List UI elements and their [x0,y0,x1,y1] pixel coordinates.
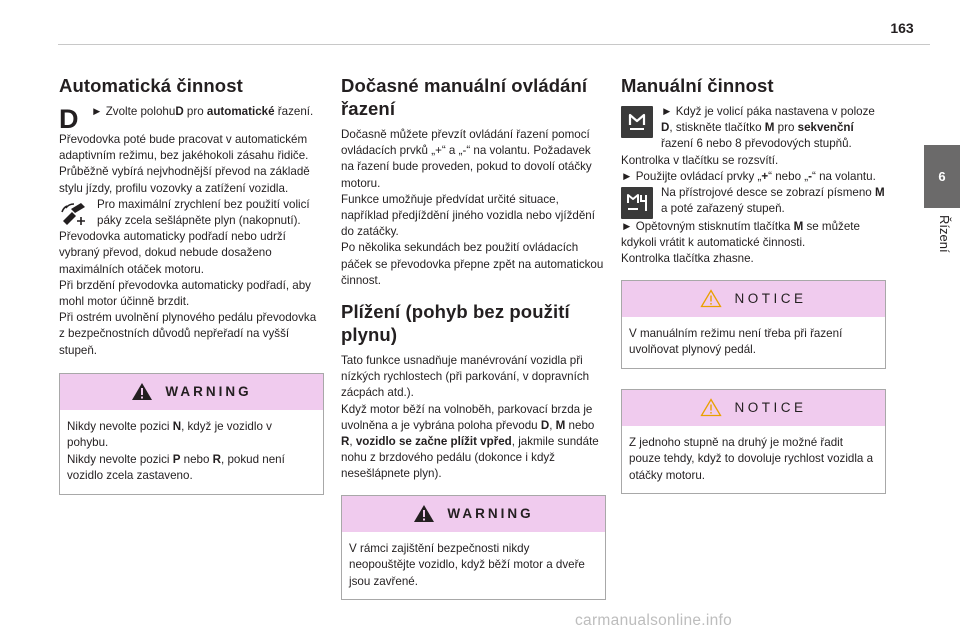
notice-title: NOTICE [734,399,807,415]
notice-header [622,281,885,317]
accelerator-pedal-icon [59,199,89,229]
section-title-manual: Manuální činnost [621,75,774,96]
warning-line-p-r: Nikdy nevolte pozici P nebo R, pokud není vozidlo zcela zastaveno. [67,452,285,483]
warning-outline-icon [700,398,722,417]
notice-box-2 [621,389,886,495]
column-temporary-manual [341,74,606,600]
header-divider [58,44,930,45]
paragraph-creep-conditions: Když motor běží na volnoběh, parkovací brzda je uvolněna a je vybrána poloha převodu D, M nebo R, vozidlo se začne plížit vpřed, jakmile sundáte nohu z brzdového pedálu (dokonce i když nesešlápnete plyn). [341,402,599,481]
paragraph-release-pedal: Při ostrém uvolnění plynového pedálu převodovka z bezpečnostních důvodů nepřeřadí na vyšší stupeň. [59,311,317,357]
paragraph-select-d: ► Zvolte polohuD pro automatické řazení. [91,105,314,118]
chapter-label: Řízení [937,215,952,253]
paragraph-kickdown: Pro maximální zrychlení bez použití volicí páky zcela sešlápněte plyn (nakopnutí). [97,197,310,228]
warning-title: WARNING [165,383,252,399]
warning-title: WARNING [447,505,534,521]
gear-d-icon: D [59,104,79,134]
paragraph-use-paddles: ► Použijte ovládací prvky „+“ nebo „-“ na volantu. [621,169,876,183]
paragraph-adaptive: Převodovka poté bude pracovat v automatickém adaptivním režimu, bez jakéhokoli zásahu řidiče. Průběžně vybírá nejvhodnější převod na základě stylu jízdy, profilu vozovky a zatížení vozidla. [59,133,310,195]
paragraph-press-m: ► Když je volicí páka nastavena v poloze D, stiskněte tlačítko M pro sekvenční řazení 6 nebo 8 převodových stupňů. [661,105,875,151]
paragraph-hold-gear: Převodovka automaticky podřadí nebo udrží vybraný převod, dokud nebude dosaženo maximálních otáček motoru. [59,230,286,276]
paragraph-paddles: Dočasně můžete převzít ovládání řazení pomocí ovládacích prvků „+“ a „-“ na volantu. Požadavek na řazení bude proveden, pokud to dovolí otáčky motoru. [341,128,592,190]
paragraph-creep-purpose: Tato funkce usnadňuje manévrování vozidla při nízkých rychlostech (při parkování, v dopravních zácpách atd.). [341,354,590,400]
notice-box-1 [621,280,886,369]
paragraph-press-m-again: ► Opětovným stisknutím tlačítka M se můžete kdykoli vrátit k automatické činnosti. [621,220,860,250]
warning-icon [413,504,435,523]
instrument-m-display-icon [621,187,653,219]
warning-box [341,495,606,601]
section-title-temporary-manual: Dočasné manuální ovládání řazení [341,75,588,119]
watermark: carmanualsonline.info [575,612,733,629]
warning-body [60,410,323,494]
warning-header [60,374,323,410]
column-automatic [59,74,324,495]
paragraph-anticipate: Funkce umožňuje předvídat určité situace, například předjíždění jiného vozidla nebo vjíždění do zatáčky. [341,192,595,239]
paragraph-light-on: Kontrolka v tlačítku se rozsvítí. [621,153,779,167]
warning-icon [131,382,153,401]
section-title-automatic: Automatická činnost [59,75,243,96]
notice-title: NOTICE [734,290,807,306]
paragraph-display-m: Na přístrojové desce se zobrazí písmeno M a poté zařazený stupeň. [661,186,885,216]
m-button-icon [621,106,653,138]
page-number: 163 [890,20,914,36]
paragraph-light-off: Kontrolka tlačítka zhasne. [621,252,754,266]
notice-body: Z jednoho stupně na druhý je možné řadit pouze tehdy, když to dovoluje rychlost vozidla a otáčky motoru. [629,435,874,482]
warning-body: V rámci zajištění bezpečnosti nikdy neopouštějte vozidlo, když běží motor a dveře jsou zavřené. [349,541,585,588]
notice-body: V manuálním režimu není třeba při řazení uvolňovat plynový pedál. [629,326,843,357]
chapter-tab[interactable]: 6 [924,145,960,208]
paragraph-return-auto: Po několika sekundách bez použití ovládacích páček se převodovka přepne zpět na automatickou činnost. [341,241,604,287]
column-manual [621,74,886,494]
warning-outline-icon [700,289,722,308]
warning-header [342,496,605,532]
paragraph-braking: Při brzdění převodovka automaticky podřadí, aby mohl motor účinně brzdit. [59,278,311,309]
warning-line-n: Nikdy nevolte pozici N, když je vozidlo v pohybu. [67,419,272,450]
warning-box [59,373,324,495]
notice-header [622,390,885,426]
section-title-creep: Plížení (pohyb bez použití plynu) [341,301,570,346]
